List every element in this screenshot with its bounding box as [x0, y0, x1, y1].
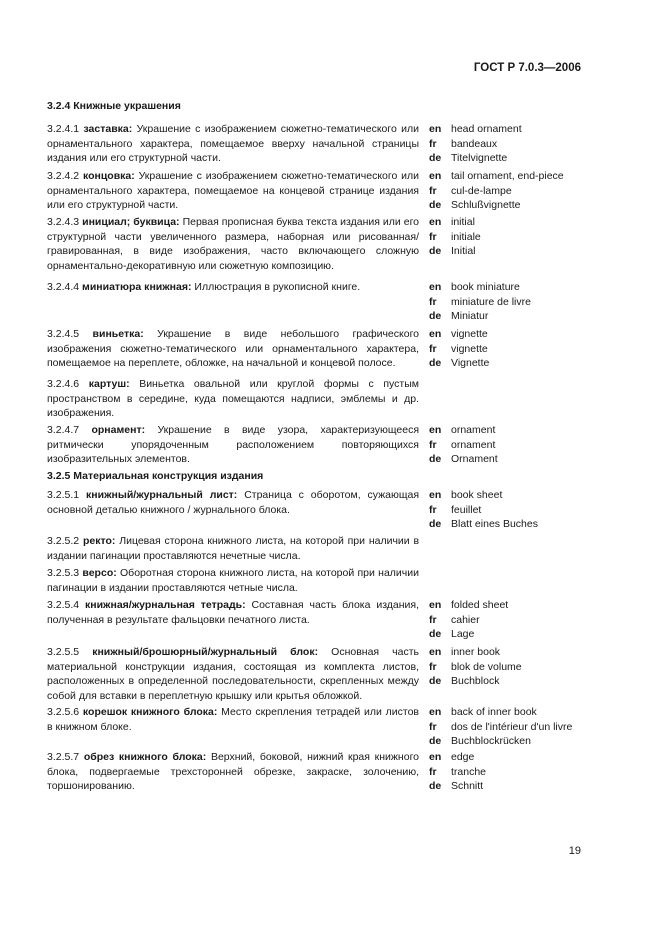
term-number: 3.2.5.4 [47, 599, 80, 611]
translation-row [429, 309, 531, 324]
translated-term: Miniatur [451, 310, 489, 323]
term-number: 3.2.5.2 [47, 535, 80, 547]
term-definition [47, 423, 419, 467]
translated-term: Lage [451, 628, 475, 641]
translation-row [429, 295, 531, 310]
translation-row [429, 488, 538, 503]
term-text: Составная часть блока издания, полученная в результате фальцовки печатного листа. [47, 599, 420, 626]
translation-row [429, 779, 486, 794]
term-definition [47, 327, 419, 371]
translated-term: cahier [451, 613, 480, 626]
language-code: de [429, 310, 442, 323]
term-definition [47, 750, 419, 794]
language-code: de [429, 628, 442, 641]
language-code: de [429, 780, 442, 793]
term-text: Украшение в виде небольшого графического изображения сюжетно-тематического или орнаментального характера, помещаемое на переплете, обложке, на начальной и концевой полосе. [47, 328, 420, 370]
translated-term: tail ornament, end-piece [451, 170, 564, 182]
term-number: 3.2.4.3 [47, 216, 80, 228]
translation-row [429, 517, 538, 532]
language-code: fr [429, 660, 437, 673]
language-code: fr [429, 503, 437, 516]
translated-term: Ornament [451, 453, 498, 466]
translated-term: dos de l'intérieur d'un livre [451, 720, 573, 733]
term-number: 3.2.5.1 [47, 489, 80, 501]
translated-term: book miniature [451, 281, 520, 293]
language-code: de [429, 735, 442, 748]
term-text: Оборотная сторона книжного листа, на которой при наличии пагинации в издании проставляются четные числа. [47, 567, 419, 594]
term-text: Лицевая сторона книжного листа, на которой при наличии в издании пагинации проставляются нечетные числа. [47, 535, 420, 562]
language-code: fr [429, 765, 437, 778]
translated-term: blok de volume [451, 660, 522, 673]
translated-term: Buchblock [451, 675, 500, 688]
translated-term: bandeaux [451, 137, 498, 150]
language-code: en [429, 706, 442, 718]
translations [429, 750, 486, 794]
term-definition [47, 488, 419, 517]
term-name: орнамент: [91, 424, 146, 436]
term-text: Первая прописная буква текста издания или его структурной части увеличенного размера, наборная или рисованная/гравированная, в виде изображения, часто включающего сложную орнаментально-декоративную или сюжетную композицию. [47, 216, 420, 272]
translation-row [429, 230, 481, 245]
term-name: корешок книжного блока: [82, 706, 218, 718]
translation-row [429, 598, 508, 613]
language-code: en [429, 328, 442, 340]
language-code: fr [429, 184, 437, 197]
translation-row [429, 705, 572, 720]
translated-term: ornament [451, 438, 496, 451]
section-heading: 3.2.5 Материальная конструкция издания [47, 470, 264, 482]
translated-term: Schnitt [451, 780, 484, 793]
term-definition [47, 122, 419, 166]
term-definition [47, 169, 419, 213]
term-text: Украшение в виде узора, характеризующееся ритмически упорядоченным расположением повторяющихся изобразительных элементов. [47, 424, 420, 466]
translations [429, 327, 489, 371]
translation-row [429, 720, 572, 735]
translated-term: Initial [451, 245, 476, 258]
translated-term: folded sheet [451, 599, 509, 611]
language-code: fr [429, 230, 437, 243]
language-code: en [429, 751, 442, 763]
term-name: миниатюра книжная: [82, 281, 192, 293]
language-code: de [429, 245, 442, 258]
term-number: 3.2.5.3 [47, 567, 80, 579]
translation-row [429, 356, 489, 371]
translation-row [429, 627, 508, 642]
term-number: 3.2.4.2 [47, 170, 80, 182]
term-name: инициал; буквица: [82, 216, 180, 228]
translation-row [429, 169, 564, 184]
language-code: en [429, 281, 442, 293]
translations [429, 423, 498, 467]
translated-term: edge [451, 751, 475, 763]
language-code: en [429, 646, 442, 658]
language-code: en [429, 424, 442, 436]
language-code: de [429, 518, 442, 531]
language-code: fr [429, 137, 437, 150]
translations [429, 122, 522, 166]
language-code: de [429, 675, 442, 688]
translated-term: miniature de livre [451, 295, 531, 308]
term-name: заставка: [83, 123, 133, 135]
translated-term: initiale [451, 230, 481, 243]
translated-term: Titelvignette [451, 152, 508, 165]
translation-row [429, 660, 522, 675]
term-number: 3.2.4.1 [47, 123, 80, 135]
translation-row [429, 452, 498, 467]
term-definition [47, 566, 419, 595]
translations [429, 598, 508, 642]
translated-term: Schlußvignette [451, 199, 521, 212]
translated-term: vignette [451, 328, 488, 340]
term-definition [47, 280, 419, 295]
translations [429, 488, 538, 532]
term-definition [47, 534, 419, 563]
translated-term: tranche [451, 765, 487, 778]
translation-row [429, 765, 486, 780]
term-name: картуш: [88, 378, 130, 390]
translation-row [429, 137, 522, 152]
term-name: виньетка: [92, 328, 144, 340]
term-text: Украшение с изображением сюжетно-тематического или орнаментального характера, помещаемое на концевой странице издания или его структурной части. [47, 170, 420, 212]
language-code: de [429, 453, 442, 466]
translation-row [429, 645, 522, 660]
language-code: en [429, 216, 442, 228]
language-code: fr [429, 613, 437, 626]
translation-row [429, 198, 564, 213]
translated-term: initial [451, 216, 475, 228]
language-code: en [429, 599, 442, 611]
translation-row [429, 613, 508, 628]
language-code: en [429, 489, 442, 501]
translated-term: inner book [451, 646, 501, 658]
translated-term: feuillet [451, 503, 482, 516]
term-number: 3.2.5.6 [47, 706, 80, 718]
term-definition [47, 377, 419, 421]
document-code: ГОСТ Р 7.0.3—2006 [473, 62, 581, 74]
translation-row [429, 674, 522, 689]
term-name: версо: [82, 567, 117, 579]
term-text: Место скрепления тетрадей или листов в книжном блоке. [47, 706, 420, 733]
language-code: en [429, 123, 442, 135]
translated-term: ornament [451, 424, 496, 436]
language-code: de [429, 152, 442, 165]
translations [429, 645, 522, 689]
term-text: Иллюстрация в рукописной книге. [194, 281, 361, 293]
language-code: de [429, 199, 442, 212]
translation-row [429, 438, 498, 453]
page-number: 19 [568, 845, 581, 857]
translation-row [429, 503, 538, 518]
translation-row [429, 342, 489, 357]
language-code: de [429, 357, 442, 370]
term-name: книжный/брошюрный/журнальный блок: [92, 646, 319, 658]
term-definition [47, 705, 419, 734]
term-name: ректо: [82, 535, 116, 547]
term-name: концовка: [82, 170, 135, 182]
translated-term: back of inner book [451, 706, 537, 718]
term-text: Украшение с изображением сюжетно-тематического или орнаментального характера, помещаемое вверху начальной страницы издания или его структурной части. [47, 123, 420, 165]
translation-row [429, 734, 572, 749]
term-name: книжная/журнальная тетрадь: [85, 599, 246, 611]
term-text: Основная часть материальной конструкции издания, состоящая из комплекта листов, расположенных в определенной последовательности, скрепленных между собой для вставки в переплетную крышку или крытья обложкой. [47, 646, 420, 702]
translation-row [429, 280, 531, 295]
language-code: fr [429, 438, 437, 451]
translated-term: Buchblockrücken [451, 735, 531, 748]
translations [429, 705, 572, 749]
translated-term: Vignette [451, 357, 490, 370]
translated-term: vignette [451, 342, 488, 355]
term-definition [47, 598, 419, 627]
term-number: 3.2.5.5 [47, 646, 80, 658]
section-heading: 3.2.4 Книжные украшения [47, 100, 181, 112]
term-definition [47, 645, 419, 703]
translation-row [429, 184, 564, 199]
term-text: Верхний, боковой, нижний края книжного блока, подвергаемые трехсторонней обрезке, закраске, золочению, торшонированию. [47, 751, 420, 793]
translation-row [429, 122, 522, 137]
language-code: fr [429, 720, 437, 733]
language-code: fr [429, 342, 437, 355]
translation-row [429, 215, 481, 230]
translated-term: book sheet [451, 489, 503, 501]
term-text: Виньетка овальной или круглой формы с пустым пространством в середине, куда помещаются надписи, эмблемы и др. изображения. [47, 378, 419, 420]
term-number: 3.2.4.5 [47, 328, 80, 340]
translated-term: Blatt eines Buches [451, 518, 538, 531]
term-number: 3.2.4.7 [47, 424, 80, 436]
term-definition [47, 215, 419, 273]
term-name: обрез книжного блока: [83, 751, 207, 763]
translation-row [429, 750, 486, 765]
language-code: en [429, 170, 442, 182]
translation-row [429, 151, 522, 166]
language-code: fr [429, 295, 437, 308]
translated-term: cul-de-lampe [451, 184, 512, 197]
translated-term: head ornament [451, 123, 522, 135]
translation-row [429, 327, 489, 342]
translation-row [429, 423, 498, 438]
term-number: 3.2.4.6 [47, 378, 80, 390]
term-number: 3.2.4.4 [47, 281, 80, 293]
term-name: книжный/журнальный лист: [86, 489, 238, 501]
translations [429, 280, 531, 324]
translation-row [429, 244, 481, 259]
translations [429, 169, 564, 213]
translations [429, 215, 481, 259]
term-number: 3.2.5.7 [47, 751, 80, 763]
term-text: Страница с оборотом, сужающая основной деталью книжного / журнального блока. [47, 489, 420, 516]
